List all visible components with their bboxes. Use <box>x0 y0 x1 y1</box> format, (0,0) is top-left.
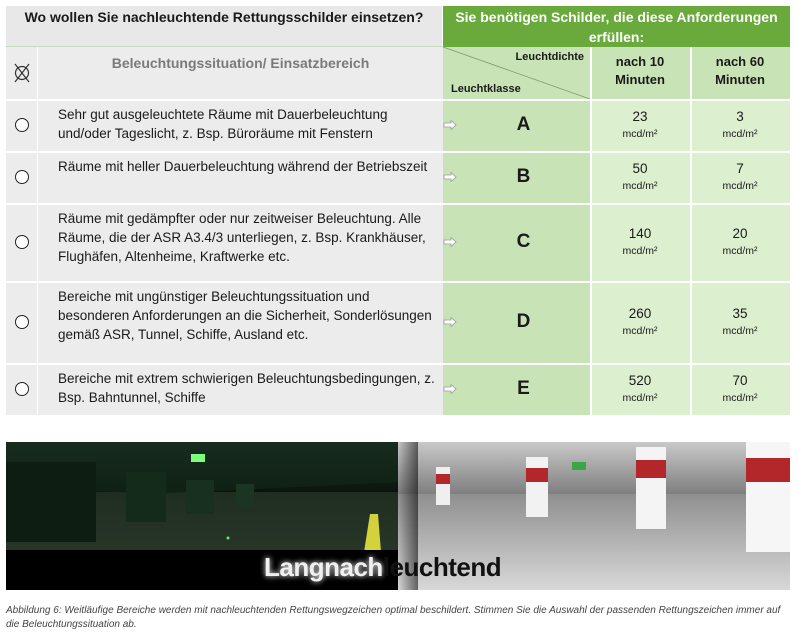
luminance-class-table <box>6 6 790 415</box>
row-divider <box>6 281 790 283</box>
luminance-unit: mcd/m² <box>622 392 658 404</box>
luminance-value: 520 <box>628 373 652 388</box>
luminance-unit: mcd/m² <box>622 325 658 337</box>
luminance-unit: mcd/m² <box>722 180 758 192</box>
value-after-10-min <box>590 281 690 363</box>
value-after-10-min <box>590 203 690 281</box>
row-description: Räume mit heller Dauerbeleuchtung während der Betriebszeit <box>38 151 443 203</box>
luminance-unit: mcd/m² <box>722 245 758 257</box>
table-row-select <box>6 363 38 415</box>
value-after-10-min <box>590 363 690 415</box>
radio-button[interactable] <box>15 315 29 329</box>
arrow-right-icon <box>443 203 457 281</box>
column-title-lighting-situation: Beleuchtungssituation/ Einsatzbereich <box>38 47 443 99</box>
arrow-right-icon <box>443 99 457 151</box>
diagonal-header-cell <box>443 47 590 99</box>
luminance-class: E <box>457 363 590 415</box>
row-divider <box>6 203 790 205</box>
column-divider <box>590 47 592 415</box>
table-row-select <box>6 151 38 203</box>
luminance-value: 35 <box>732 306 748 321</box>
luminance-value: 20 <box>732 226 748 241</box>
row-description: Räume mit gedämpfter oder nur zeitweiser Beleuchtung. Alle Räume, die der ASR A3.4/3 unterliegen, z. Bsp. Krankhäuser, Flughäfen, Altenheime, Kraftwerke etc. <box>38 203 443 281</box>
row-divider <box>6 363 790 365</box>
figure-caption: Abbildung 6: Weitläufige Bereiche werden mit nachleuchtenden Rettungswegzeichen optimal beschildert. Stimmen Sie die Auswahl der passenden Rettungszeichen immer auf die Beleuchtungssituation ab. <box>6 605 781 630</box>
luminance-class: B <box>457 151 590 203</box>
luminance-unit: mcd/m² <box>722 325 758 337</box>
row-description: Bereiche mit extrem schwierigen Beleuchtungsbedingungen, z. Bsp. Bahntunnel, Schiffe <box>38 363 443 415</box>
table-row-select <box>6 281 38 363</box>
column-after-60-min: nach 60 Minuten <box>690 47 790 99</box>
radio-button[interactable] <box>15 170 29 184</box>
luminance-unit: mcd/m² <box>622 245 658 257</box>
luminance-value: 7 <box>736 161 744 176</box>
row-divider <box>6 99 790 101</box>
luminance-value: 140 <box>628 226 652 241</box>
luminance-unit: mcd/m² <box>722 392 758 404</box>
radio-button[interactable] <box>15 235 29 249</box>
value-after-10-min <box>590 151 690 203</box>
column-divider <box>690 47 692 415</box>
luminance-label: Leuchtdichte <box>515 51 584 63</box>
value-after-60-min <box>690 363 790 415</box>
luminance-class: D <box>457 281 590 363</box>
row-description: Sehr gut ausgeleuchtete Räume mit Dauerbeleuchtung und/oder Tageslicht, z. Bsp. Büroräume mit Fenstern <box>38 99 443 151</box>
luminance-unit: mcd/m² <box>722 128 758 140</box>
luminance-value: 260 <box>628 306 652 321</box>
column-after-10-min: nach 10 Minuten <box>590 47 690 99</box>
value-after-60-min <box>690 281 790 363</box>
luminance-unit: mcd/m² <box>622 128 658 140</box>
arrow-right-icon <box>443 363 457 415</box>
value-after-60-min <box>690 99 790 151</box>
table-row-select <box>6 99 38 151</box>
luminance-class: A <box>457 99 590 151</box>
radio-button[interactable] <box>15 382 29 396</box>
value-after-60-min <box>690 203 790 281</box>
luminance-class: C <box>457 203 590 281</box>
luminance-value: 70 <box>732 373 748 388</box>
luminance-value: 50 <box>632 161 648 176</box>
row-divider <box>6 151 790 153</box>
header-usage-question: Wo wollen Sie nachleuchtende Rettungsschilder einsetzen? <box>6 6 443 47</box>
brand-word-light: Langnach <box>264 552 383 582</box>
luminance-class-label: Leuchtklasse <box>451 83 521 95</box>
radio-button[interactable] <box>15 118 29 132</box>
luminance-unit: mcd/m² <box>622 180 658 192</box>
brand-wordmark <box>264 552 501 583</box>
header-requirements: Sie benötigen Schilder, die diese Anforderungen erfüllen: <box>443 6 790 47</box>
luminance-value: 3 <box>736 109 744 124</box>
luminance-value: 23 <box>632 109 648 124</box>
value-after-10-min <box>590 99 690 151</box>
parking-garage-banner <box>6 442 790 590</box>
table-row-select <box>6 203 38 281</box>
arrow-right-icon <box>443 151 457 203</box>
arrow-right-icon <box>443 281 457 363</box>
value-after-60-min <box>690 151 790 203</box>
brand-word-dark: leuchtend <box>382 552 502 582</box>
crossed-radio-icon <box>6 47 38 99</box>
row-description: Bereiche mit ungünstiger Beleuchtungssituation und besonderen Anforderungen an die Sicherheit, Sonderlösungen gemäß ASR, Tunnel, Schiffe, Ausland etc. <box>38 281 443 363</box>
